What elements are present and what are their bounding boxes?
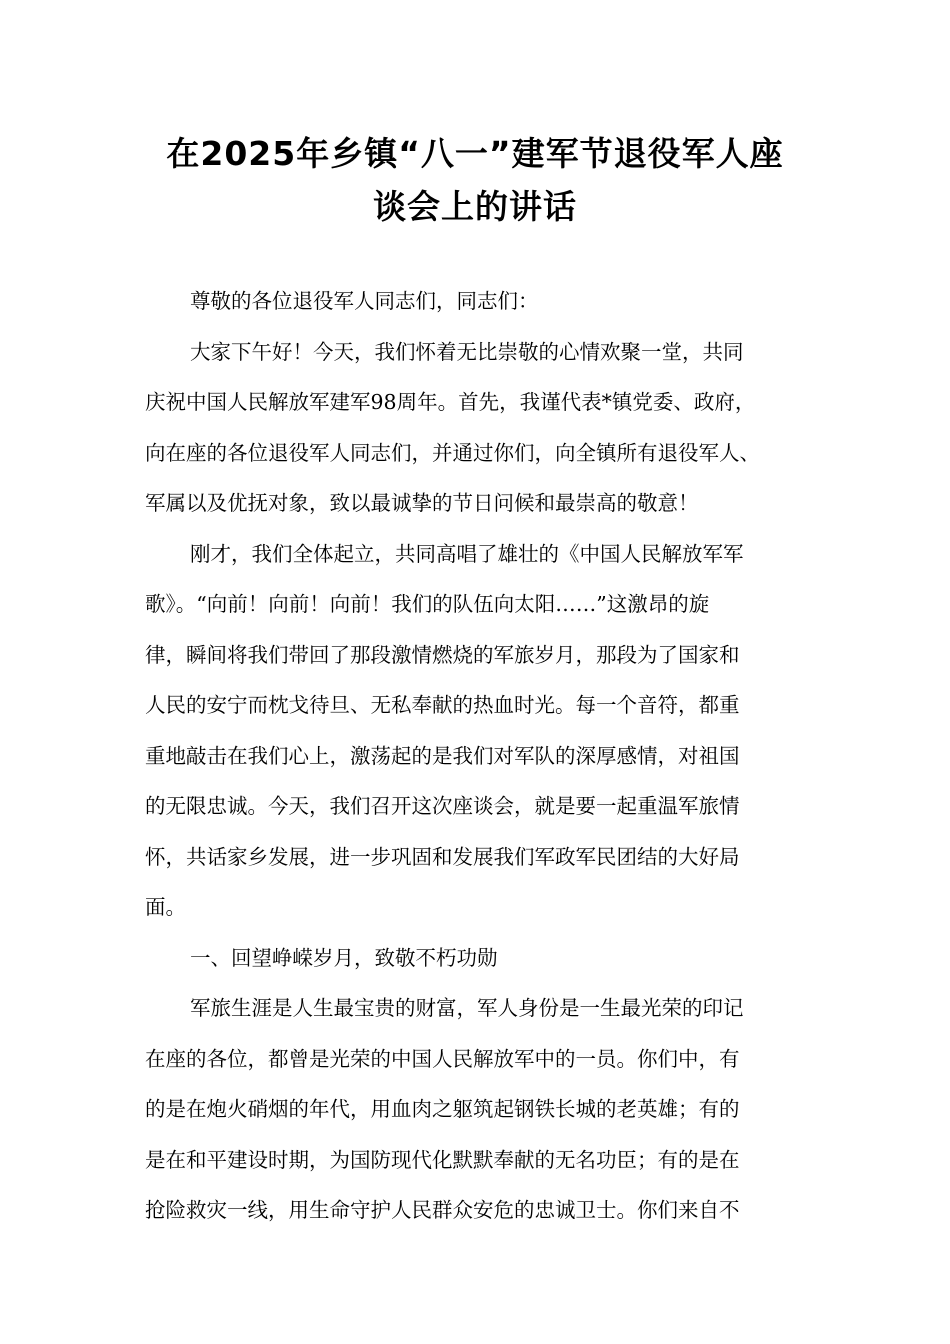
paragraph-line: 怀，共话家乡发展，进一步巩固和发展我们军政军民团结的大好局 bbox=[145, 844, 740, 869]
document-title-line-2: 谈会上的讲话 bbox=[373, 187, 577, 226]
section-heading: 一、回望峥嵘岁月，致敬不朽功勋 bbox=[190, 945, 498, 970]
paragraph-line: 军旅生涯是人生最宝贵的财富，军人身份是一生最光荣的印记 bbox=[190, 996, 744, 1020]
paragraph-line: 重地敲击在我们心上，激荡起的是我们对军队的深厚感情，对祖国 bbox=[145, 743, 740, 768]
paragraph-line: 向在座的各位退役军人同志们，并通过你们，向全镇所有退役军人、 bbox=[145, 440, 760, 465]
paragraph-line: 大家下午好！今天，我们怀着无比崇敬的心情欢聚一堂，共同 bbox=[190, 339, 744, 364]
paragraph-line: 歌》。“向前！向前！向前！我们的队伍向太阳……”这激昂的旋 bbox=[145, 592, 710, 616]
paragraph-line: 律，瞬间将我们带回了那段激情燃烧的军旅岁月，那段为了国家和 bbox=[145, 642, 740, 667]
paragraph-line: 面。 bbox=[145, 895, 186, 919]
paragraph-line: 在座的各位，都曾是光荣的中国人民解放军中的一员。你们中，有 bbox=[145, 1046, 740, 1071]
paragraph-line: 军属以及优抚对象，致以最诚挚的节日问候和最崇高的敬意！ bbox=[145, 491, 699, 515]
paragraph-line: 刚才，我们全体起立，共同高唱了雄壮的《中国人民解放军军 bbox=[190, 541, 744, 566]
document-body bbox=[145, 283, 825, 1243]
paragraph-line: 庆祝中国人民解放军建军98周年。首先，我谨代表*镇党委、政府， bbox=[145, 390, 756, 414]
paragraph-line: 的是在炮火硝烟的年代，用血肉之躯筑起钢铁长城的老英雄；有的 bbox=[145, 1097, 740, 1121]
salutation-line: 尊敬的各位退役军人同志们，同志们： bbox=[190, 289, 539, 313]
paragraph-line: 是在和平建设时期，为国防现代化默默奉献的无名功臣；有的是在 bbox=[145, 1147, 740, 1172]
paragraph-line: 的无限忠诚。今天，我们召开这次座谈会，就是要一起重温军旅情 bbox=[145, 794, 740, 818]
paragraph-line: 人民的安宁而枕戈待旦、无私奉献的热血时光。每一个音符，都重 bbox=[145, 693, 740, 717]
paragraph-line: 抢险救灾一线，用生命守护人民群众安危的忠诚卫士。你们来自不 bbox=[145, 1198, 740, 1222]
document-title-line-1: 在2025年乡镇“八一”建军节退役军人座 bbox=[166, 134, 784, 173]
